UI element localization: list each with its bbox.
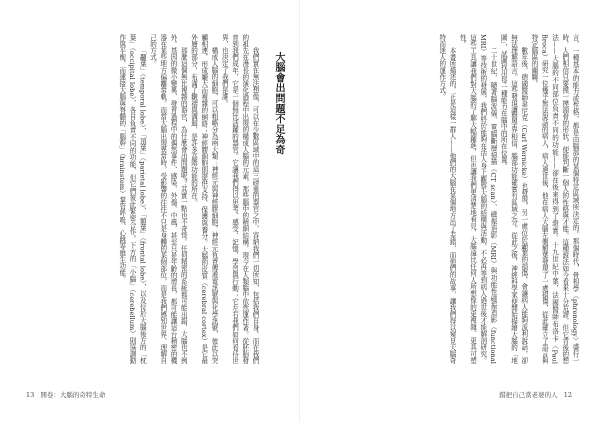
paragraph: 「顳葉」（temporal lobe）、「頂葉」（parietal lobe）、「額葉」（frontal lobe），以及位於大腦後方的「枕葉」（occipital lobe），各自負責不同的功能，但它們彼此緊密合作。下方的「小腦」（cerebellum）則協調動作與平衡，而連接大腦與脊髓的「腦幹」（brainstem）掌管呼吸、心跳等維生功能。 xyxy=(117,34,147,364)
running-head: 開卷：大腦的奇特生命 xyxy=(40,391,106,399)
section-heading: 大腦會出問題不足為奇 xyxy=(273,52,284,155)
left-page xyxy=(20,34,288,364)
paragraph: 那麼這個無比複雜的器官，為什麼會出問題呢？其實一點也不奇怪。任何精密的系統都可能出錯，大腦也不例外。基因的微小變異、發育過程中的偶然事件、感染、外傷、中風，甚至只是年齡的增長，都可能讓這台精密的機器在某些地方偏離常軌。而當大腦出現異常時，受影響的往往不只是身體的某個部位，而是我們感知世界、理解自己的方式。 xyxy=(148,34,188,364)
right-page-body xyxy=(318,34,580,364)
paragraph: 數年後，德國醫師韋尼克（Carl Wernicke）也發現，另一處位於顳葉的損傷，會讓病人能夠流利說話，卻無法理解語言。這些發現讓醫學界相信，腦部功能確實有區域之分。從此之後，神經科學家便開始描繪大腦的「地圖」，試圖找出每一種能力在腦中的所在位置。 xyxy=(499,34,528,364)
right-page-footer xyxy=(499,391,576,399)
paragraph: 二十世紀，隨著腦波儀、電腦斷層掃描（CT scan）、磁振造影（MRI）與功能性磁振造影（functional MRI）等技術的發展，我們終於能夠在活人身上觀察大腦的結構與活動，不必再等到病人過世後才能解剖研究。這些工具讓我們對大腦的了解大幅躍進，但也讓我們更清楚地看見，大腦遠比任何人所想像的更複雜、更具可塑性。 xyxy=(458,34,497,364)
paragraph: 我們實在無法想像，可以在少數區域中的這三磅重的器官之中，容納我們一切所知，包括我們自身。而在我們的祖先在漫長的演化過程中出現的構成人腦的元素，那些腦中的精細結構，現今在人類腦中依然運作著。從胚胎發育到我們成年，它是一個無比活躍的器官。它讓我們得以思考、感受、記憶、學習與行動；它左右我們如何看待世界，也決定了我們是誰。 xyxy=(220,34,259,364)
paragraph: 本書所描述的，正是這樣一群人——他們的大腦在某個地方出了差錯，而他們的故事，讓我們得以窺見大腦奇特而迷人的運作方式。 xyxy=(437,34,456,364)
right-page xyxy=(318,34,580,364)
left-page-body xyxy=(20,34,288,364)
gutter xyxy=(299,0,300,422)
page-number: 12 xyxy=(563,391,572,399)
paragraph: 構成人腦的細胞，可以粗略分為兩大類：神經元與神經膠細胞。神經元負責傳遞電訊號與化學訊號，彼此以突觸相連，形成龐大而複雜的網絡；神經膠細胞則提供支持、保護與養分。大腦的皮質（cerebral cortex）是它最外層的部分，布滿了皺褶與溝迴，是許多高階功能的所在。 xyxy=(189,34,218,364)
page-number: 13 xyxy=(26,391,35,399)
running-head: 錯把自己當老婆的人 xyxy=(499,391,558,399)
paragraph: 言，一種基本的能力或性格，都是由腦部的某個特定區域所決定的。那個時代，骨相學（phrenology）盛行一時，人們相信只要摸一摸頭骨的形狀，便能判斷一個人的性格與才能。這種說法如今看來十分荒謬，但它背後的想法——大腦的不同部位負責不同的功能——卻在後來得到了證實。十九世紀中葉，法國醫師布洛卡（Paul Broca）研究一位幾乎無法說話的病人，病人過世後，他在病人大腦左側額葉發現了一處損傷，從此確立了語言與特定腦區的關聯。 xyxy=(530,34,579,364)
left-page-footer xyxy=(22,391,105,399)
